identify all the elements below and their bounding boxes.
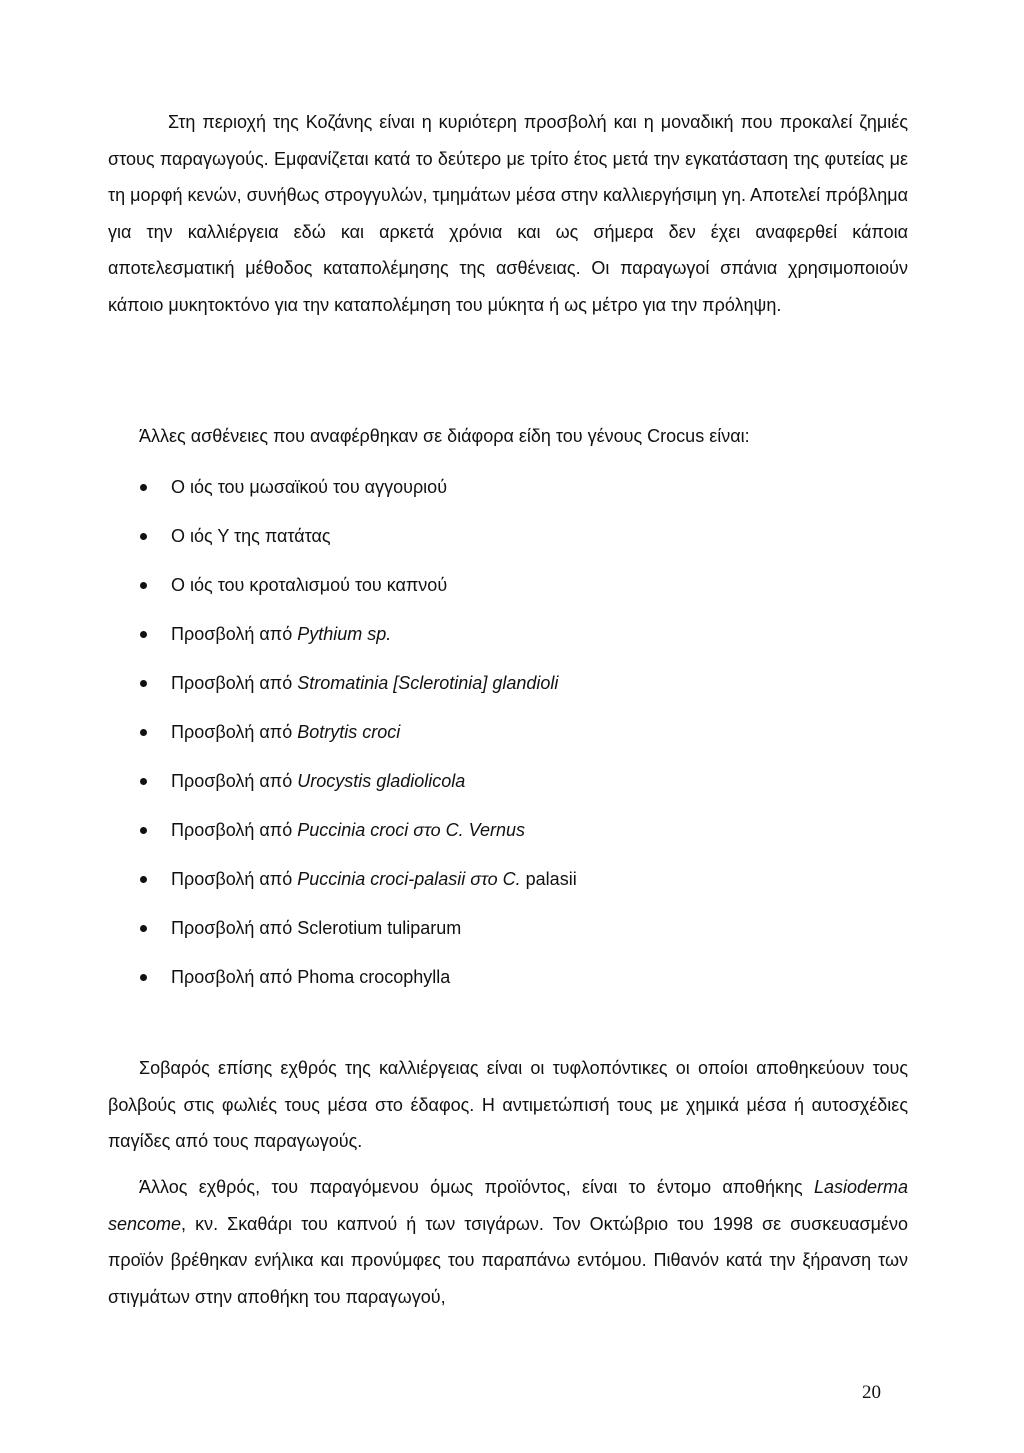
bullet-icon	[140, 974, 147, 981]
list-item	[140, 812, 900, 861]
list-item-text: Ο ιός του κροταλισμού του καπνού	[171, 575, 448, 595]
page-number: 20	[862, 1382, 881, 1403]
list-item-text: Ο ιός του μωσαϊκού του αγγουριού	[171, 477, 448, 497]
list-item	[140, 665, 900, 714]
bullet-icon	[140, 729, 147, 736]
list-item-species: Puccinia croci στο C. Vernus	[297, 820, 525, 840]
list-item	[140, 567, 900, 616]
list-item-text: Ο ιός Υ της πατάτας	[171, 526, 331, 546]
bullet-icon	[140, 484, 147, 491]
list-item	[140, 861, 900, 910]
bullet-icon	[140, 876, 147, 883]
list-item	[140, 959, 900, 1008]
list-item-species: Stromatinia [Sclerotinia] glandioli	[297, 673, 559, 693]
list-item-text: Προσβολή από Phoma crocophylla	[171, 967, 451, 987]
list-item-text: Προσβολή από	[171, 771, 298, 791]
list-item-species: Urocystis gladiolicola	[297, 771, 466, 791]
list-item-text: Προσβολή από	[171, 722, 298, 742]
bullet-icon	[140, 925, 147, 932]
bullet-icon	[140, 778, 147, 785]
paragraph-moles: Σοβαρός επίσης εχθρός της καλλιέργειας είναι οι τυφλοπόντικες οι οποίοι αποθηκεύουν τους βολβούς στις φωλιές τους μέσα στο έδαφος. Η αντιμετώπισή τους με χημικά μέσα ή αυτοσχέδιες παγίδες από τους παραγωγούς.	[108, 1058, 908, 1151]
list-item-text: Προσβολή από	[171, 624, 298, 644]
list-item-species: Puccinia croci-palasii στο C.	[297, 869, 521, 889]
paragraph-text: , κν. Σκαθάρι του καπνού ή των τσιγάρων. Τον Οκτώβριο του 1998 σε συσκευασμένο προϊόν βρέθηκαν ενήλικα και προνύμφες του παραπάνω εντόμου. Πιθανόν κατά την ξήρανση των στιγμάτων στην αποθήκη του παραγωγού,	[108, 1213, 908, 1307]
list-item-suffix: palasii	[520, 869, 577, 889]
bullet-icon	[140, 631, 147, 638]
list-item	[140, 714, 900, 763]
list-item-text: Προσβολή από Sclerotium tuliparum	[171, 918, 462, 938]
list-item-text: Προσβολή από	[171, 869, 298, 889]
bullet-icon	[140, 680, 147, 687]
paragraph-kozani-disease: Στη περιοχή της Κοζάνης είναι η κυριότερη προσβολή και η μοναδική που προκαλεί ζημιές στους παραγωγούς. Εμφανίζεται κατά το δεύτερο με τρίτο έτος μετά την εγκατάσταση της φυτείας με τη μορφή κενών, συνήθως στρογγυλών, τμημάτων μέσα στην καλλιεργήσιμη γη. Αποτελεί πρόβλημα για την καλλιέργεια εδώ και αρκετά χρόνια και ως σήμερα δεν έχει αναφερθεί κάποια αποτελεσματική μέθοδος καταπολέμησης της ασθένειας. Οι παραγωγοί σπάνια χρησιμοποιούν κάποιο μυκητοκτόνο για την καταπολέμηση του μύκητα ή ως μέτρο για την πρόληψη.	[108, 112, 908, 315]
paragraph-text: Άλλος εχθρός, του παραγόμενου όμως προϊόντος, είναι το έντομο αποθήκης	[139, 1177, 814, 1197]
list-item-species: Pythium sp.	[297, 624, 392, 644]
species-name: Lasioderma sencome	[108, 1177, 908, 1234]
list-item	[140, 910, 900, 959]
bullet-icon	[140, 533, 147, 540]
list-item	[140, 518, 900, 567]
list-item	[140, 469, 900, 518]
bullet-icon	[140, 827, 147, 834]
paragraph-storage-insect	[108, 1169, 908, 1315]
list-item-text: Προσβολή από	[171, 673, 298, 693]
list-item	[140, 616, 900, 665]
bullet-icon	[140, 582, 147, 589]
disease-list	[140, 469, 900, 1008]
list-item	[140, 763, 900, 812]
list-item-species: Botrytis croci	[297, 722, 401, 742]
list-item-text: Προσβολή από	[171, 820, 298, 840]
disease-list-intro: Άλλες ασθένειες που αναφέρθηκαν σε διάφορα είδη του γένους Crocus είναι:	[139, 426, 750, 446]
